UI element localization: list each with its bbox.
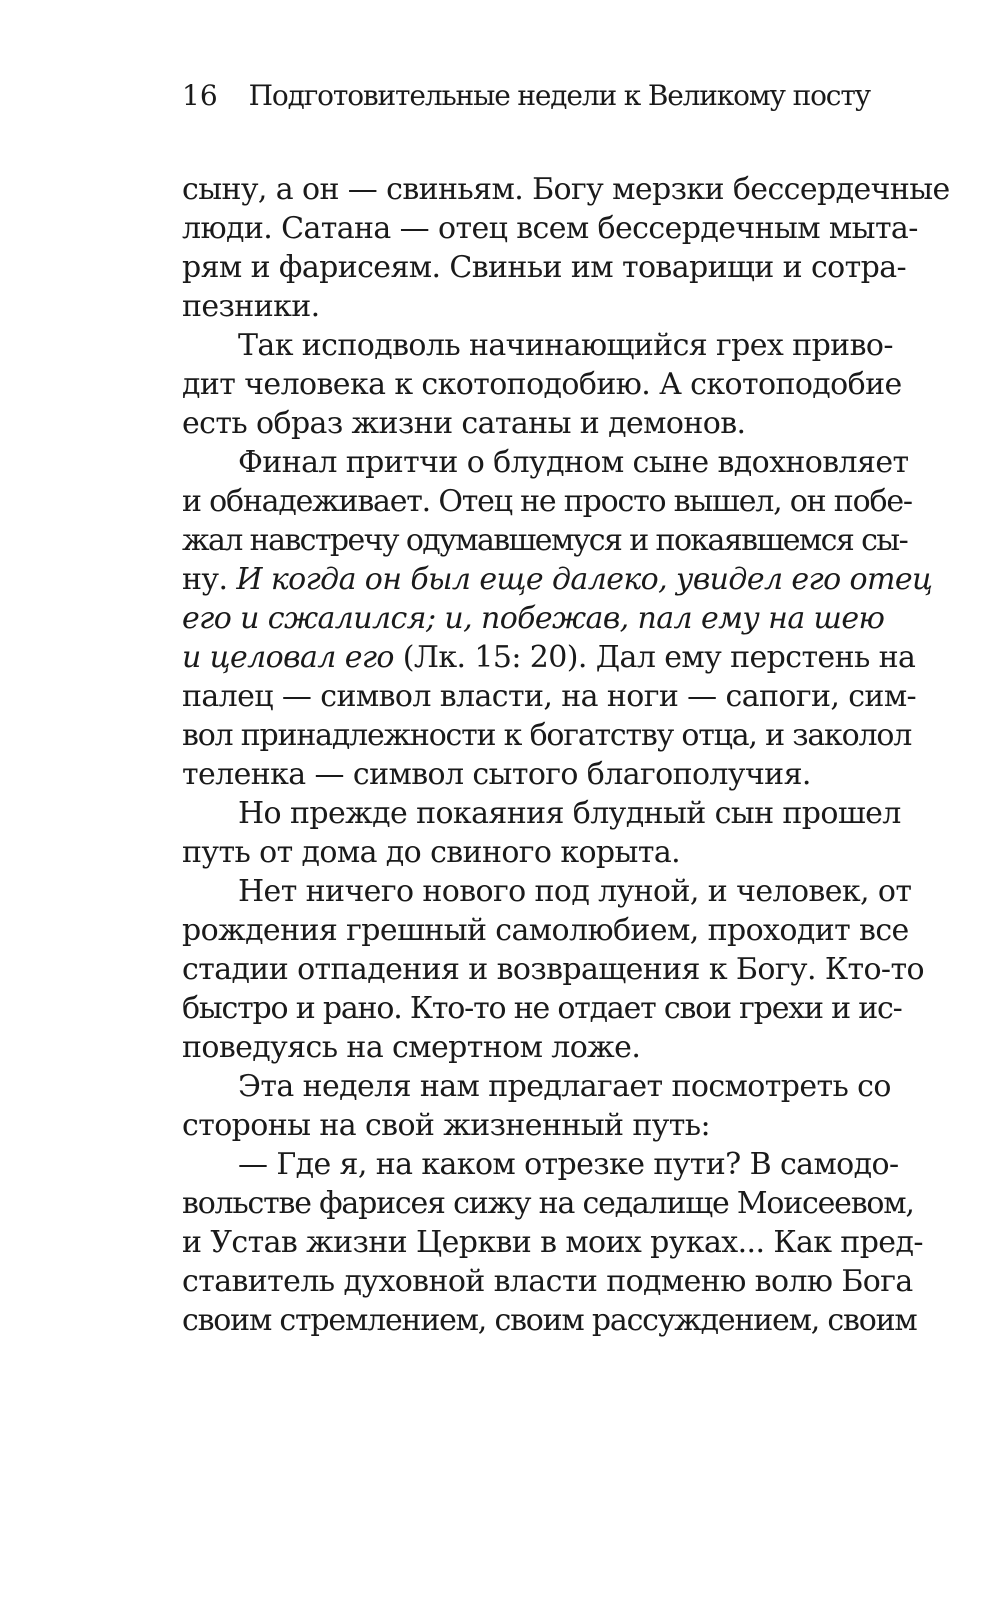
text-line-with-quote xyxy=(182,560,933,599)
text-line: ставитель духовной власти подменю волю Бога xyxy=(182,1264,913,1299)
text-line: дит человека к скотоподобию. А скотоподобие xyxy=(182,367,902,402)
text-line: быстро и рано. Кто-то не отдает свои грехи и ис- xyxy=(182,991,902,1026)
text-line: пезники. xyxy=(182,289,320,324)
running-title: Подготовительные недели к Великому посту xyxy=(248,79,870,112)
scripture-quote-line: его и сжалился; и, побежав, пал ему на шею xyxy=(182,601,885,636)
paragraph-first-line: Эта неделя нам предлагает посмотреть со xyxy=(238,1069,891,1104)
text-run: ну. xyxy=(182,562,237,597)
body-text xyxy=(182,170,950,1340)
text-line: поведуясь на смертном ложе. xyxy=(182,1030,641,1065)
text-line: рям и фарисеям. Свиньи им товарищи и сотра- xyxy=(182,250,907,285)
text-line: палец — символ власти, на ноги — сапоги, сим- xyxy=(182,679,917,714)
text-line: вол принадлежности к богатству отца, и заколол xyxy=(182,718,912,753)
text-line: стадии отпадения и возвращения к Богу. Кто-то xyxy=(182,952,924,987)
text-run: (Лк. 15: 20). Дал ему перстень на xyxy=(393,640,916,675)
text-line: своим стремлением, своим рассуждением, своим xyxy=(182,1303,917,1338)
text-line: и Устав жизни Церкви в моих руках... Как пред- xyxy=(182,1225,923,1260)
paragraph-first-line: Так исподволь начинающийся грех приво- xyxy=(238,328,893,363)
scripture-quote: И когда он был еще далеко, увидел его отец xyxy=(236,562,933,597)
text-line: теленка — символ сытого благополучия. xyxy=(182,757,811,792)
text-line: есть образ жизни сатаны и демонов. xyxy=(182,406,746,441)
text-line: и обнадеживает. Отец не просто вышел, он побе- xyxy=(182,484,912,519)
text-line: сыну, а он — свиньям. Богу мерзки бессердечные xyxy=(182,172,950,207)
text-line: люди. Сатана — отец всем бессердечным мыта- xyxy=(182,211,918,246)
running-header xyxy=(182,74,870,118)
text-line: вольстве фарисея сижу на седалище Моисеевом, xyxy=(182,1186,914,1221)
scripture-quote: и целовал его xyxy=(182,640,394,675)
text-line: жал навстречу одумавшемуся и покаявшемся сы- xyxy=(182,523,908,558)
text-line: путь от дома до свиного корыта. xyxy=(182,835,681,870)
page-number: 16 xyxy=(182,79,218,112)
paragraph-first-line: Финал притчи о блудном сыне вдохновляет xyxy=(238,445,909,480)
text-line: рождения грешный самолюбием, проходит все xyxy=(182,913,909,948)
text-line-with-quote xyxy=(182,638,916,677)
text-line: стороны на свой жизненный путь: xyxy=(182,1108,711,1143)
paragraph-first-line: Нет ничего нового под луной, и человек, от xyxy=(238,874,912,909)
paragraph-first-line: — Где я, на каком отрезке пути? В самодо- xyxy=(238,1147,899,1182)
paragraph-first-line: Но прежде покаяния блудный сын прошел xyxy=(238,796,901,831)
